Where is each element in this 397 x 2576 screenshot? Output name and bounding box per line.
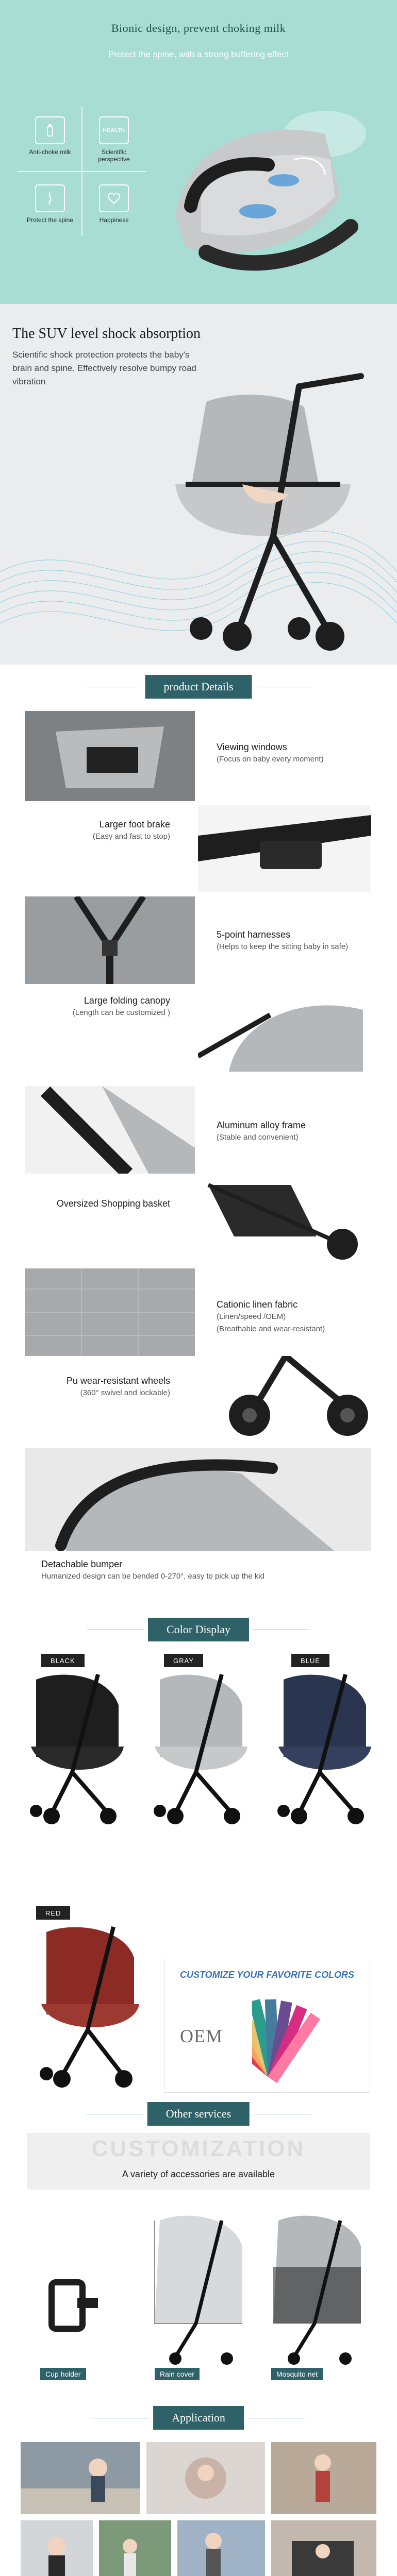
feature-canopy: Large folding canopy (Length can be customized ) bbox=[72, 995, 170, 1017]
feature-spine: Protect the spine bbox=[22, 184, 78, 224]
color-tag-black: BLACK bbox=[41, 1654, 85, 1667]
suv-section bbox=[0, 304, 397, 665]
color-tag-blue: BLUE bbox=[291, 1654, 329, 1667]
hero-section bbox=[0, 0, 397, 304]
suv-title: The SUV level shock absorption bbox=[12, 326, 201, 342]
feature-viewing-windows: Viewing windows (Focus on baby every moment) bbox=[217, 742, 324, 764]
color-display-section bbox=[0, 1607, 397, 2097]
feature-harnesses: 5-point harnesses (Helps to keep the sitting baby in safe) bbox=[217, 929, 349, 951]
accessory-label-cup-holder: Cup holder bbox=[40, 2368, 86, 2380]
aluminum-frame-photo bbox=[25, 1086, 195, 1174]
oem-label: OEM bbox=[180, 2026, 223, 2046]
feature-icon-grid bbox=[18, 107, 146, 246]
stroller-black-image bbox=[21, 1659, 134, 1829]
feature-detachable-bumper: Detachable bumper Humanized design can be bended 0-270°, easy to pick up the kid bbox=[41, 1559, 264, 1581]
detachable-bumper-photo bbox=[25, 1448, 371, 1551]
feature-scientific: HEALTH Scientific perspective bbox=[86, 116, 142, 163]
harness-photo bbox=[25, 896, 195, 984]
color-tag-red: RED bbox=[36, 1906, 70, 1920]
application-photo-2 bbox=[146, 2442, 265, 2514]
viewing-window-photo bbox=[25, 711, 195, 801]
feature-pu-wheels: Pu wear-resistant wheels (360° swivel and lockable) bbox=[66, 1376, 170, 1397]
color-swatch-fan bbox=[252, 1994, 355, 2087]
application-photo-4 bbox=[21, 2520, 93, 2576]
application-photo-5 bbox=[99, 2520, 171, 2576]
customize-colors-panel bbox=[164, 1958, 370, 2093]
rain-cover-image bbox=[139, 2210, 253, 2365]
feature-aluminum-frame: Aluminum alloy frame (Stable and convenient) bbox=[217, 1120, 306, 1142]
mosquito-net-image bbox=[258, 2210, 371, 2365]
application-photo-3 bbox=[271, 2442, 376, 2514]
bottle-icon bbox=[35, 116, 65, 144]
stroller-pram-image bbox=[144, 366, 382, 654]
application-photo-1 bbox=[21, 2442, 140, 2514]
suv-description: Scientific shock protection protects the baby's brain and spine. Effectively resolve bumpy road vibration bbox=[12, 350, 196, 386]
hero-title: Bionic design, prevent choking milk bbox=[111, 22, 286, 35]
application-photo-6 bbox=[177, 2520, 265, 2576]
application-banner: Application bbox=[153, 2406, 244, 2430]
other-services-banner: Other services bbox=[147, 2102, 250, 2126]
feature-anti-choke: Anti-choke milk bbox=[22, 116, 78, 156]
heart-icon bbox=[99, 184, 129, 212]
hero-subtitle: Protect the spine, with a strong buffering effect bbox=[108, 49, 289, 59]
customization-subtitle: A variety of accessories are available bbox=[122, 2169, 275, 2179]
cup-holder-image bbox=[36, 2251, 108, 2360]
foot-brake-photo bbox=[198, 805, 371, 892]
other-services-section bbox=[0, 2097, 397, 2406]
accessory-label-mosquito-net: Mosquito net bbox=[271, 2368, 323, 2380]
feature-shopping-basket: Oversized Shopping basket bbox=[56, 1198, 170, 1209]
health-icon: HEALTH bbox=[99, 116, 129, 144]
stroller-gray-image bbox=[144, 1659, 258, 1829]
feature-happiness: Happiness bbox=[86, 184, 142, 224]
product-details-banner: product Details bbox=[145, 675, 252, 699]
feature-linen-fabric: Cationic linen fabric (Linen/speed /OEM) (Breathable and wear-resistant) bbox=[217, 1299, 325, 1333]
color-display-banner: Color Display bbox=[148, 1618, 249, 1641]
customization-band bbox=[27, 2133, 370, 2190]
color-tag-gray: GRAY bbox=[164, 1654, 203, 1667]
customization-headline: CUSTOMIZATION bbox=[91, 2136, 306, 2161]
linen-fabric-photo bbox=[25, 1268, 195, 1356]
stroller-blue-image bbox=[268, 1659, 382, 1829]
product-details-section bbox=[0, 665, 397, 1607]
feature-foot-brake: Larger foot brake (Easy and fast to stop) bbox=[92, 819, 170, 841]
customize-heading: CUSTOMIZE YOUR FAVORITE COLORS bbox=[179, 1970, 355, 1980]
car-seat-image bbox=[155, 77, 382, 294]
shopping-basket-photo bbox=[198, 1175, 371, 1262]
wheels-photo bbox=[198, 1356, 371, 1441]
spine-icon bbox=[35, 184, 65, 212]
accessory-label-rain-cover: Rain cover bbox=[155, 2368, 200, 2380]
stroller-red-image bbox=[31, 1911, 150, 2092]
application-section bbox=[0, 2406, 397, 2576]
canopy-photo bbox=[198, 984, 371, 1079]
application-photo-7 bbox=[271, 2520, 376, 2576]
